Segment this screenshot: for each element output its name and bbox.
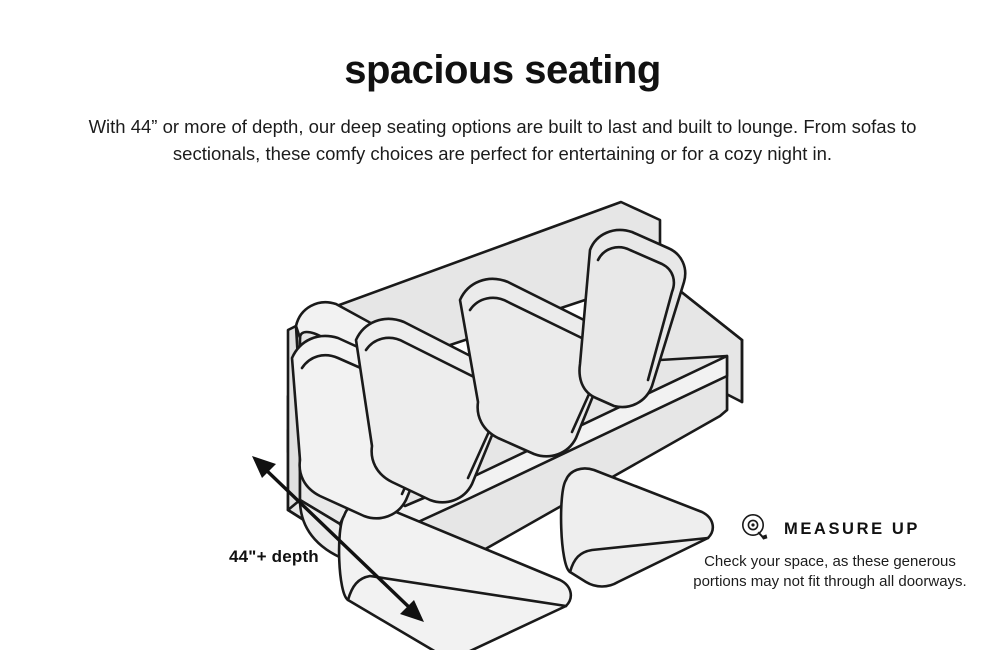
depth-measurement-label: 44"+ depth	[229, 547, 319, 566]
measure-up-callout	[685, 512, 975, 592]
tape-measure-icon	[740, 512, 770, 547]
measure-up-header	[685, 512, 975, 546]
page-title: spacious seating	[344, 48, 661, 92]
measure-up-note: Check your space, as these generous portions may not fit through all doorways.	[693, 553, 967, 590]
description-text: With 44” or more of depth, our deep seating options are built to last and built to lounge. From sofas to sectionals, these comfy choices are perfect for entertaining or for a cozy night in.	[88, 116, 917, 164]
measure-up-title: MEASURE UP	[783, 519, 920, 538]
